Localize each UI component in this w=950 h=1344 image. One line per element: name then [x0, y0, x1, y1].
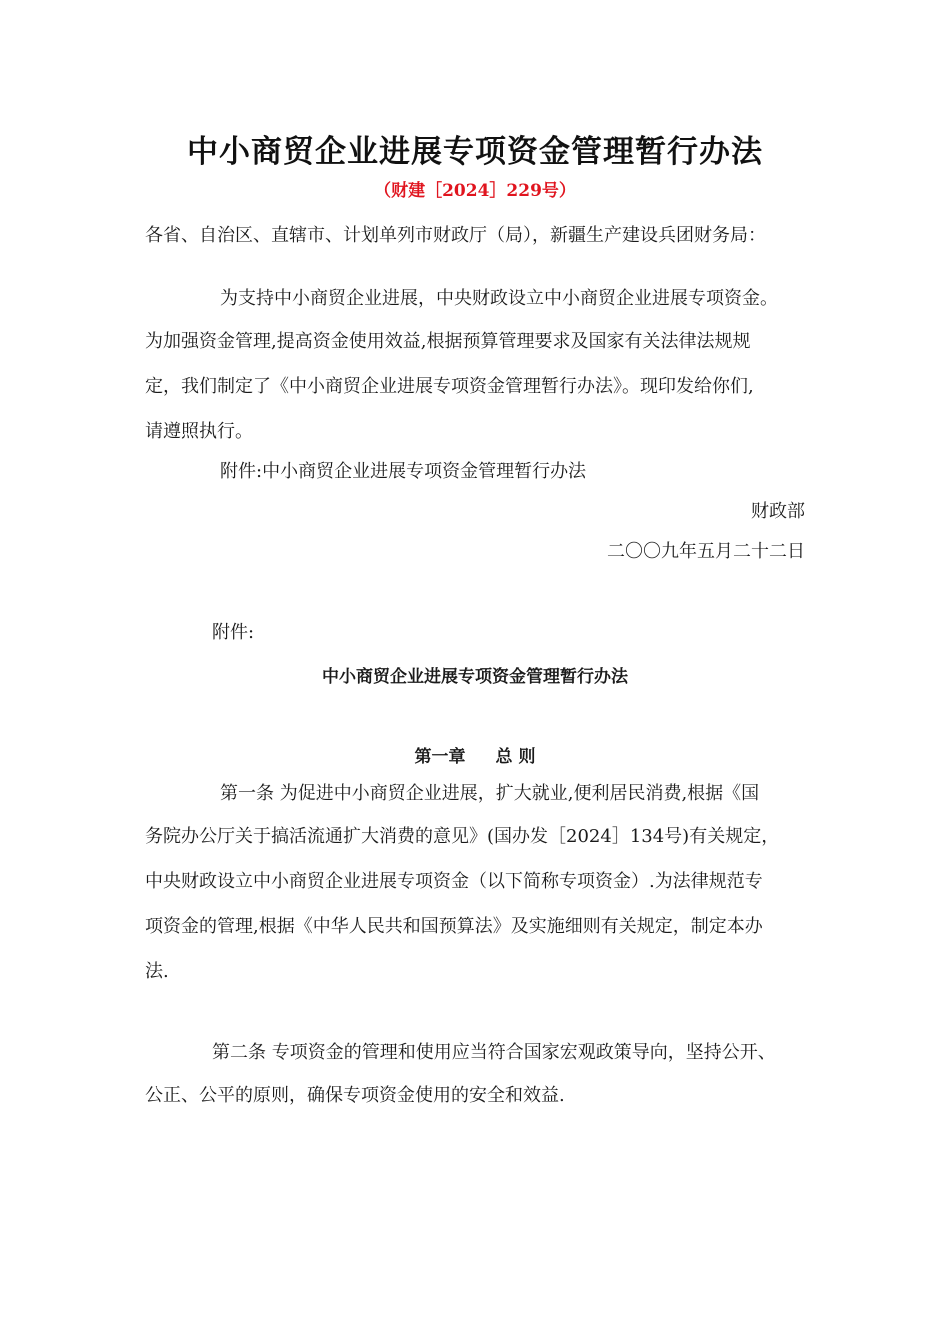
attachment-note: 附件:中小商贸企业进展专项资金管理暂行办法 [220, 461, 587, 482]
intro-line-1: 为支持中小商贸企业进展，中央财政设立中小商贸企业进展专项资金。 [220, 288, 778, 309]
intro-line-4: 请遵照执行。 [145, 421, 253, 442]
article-1-line-5: 法. [145, 961, 169, 982]
article-1-line-1: 第一条 为促进中小商贸企业进展，扩大就业,便利居民消费,根据《国 [220, 783, 760, 804]
article-1-line-2: 务院办公厅关于搞活流通扩大消费的意见》(国办发［2024］134号)有关规定， [145, 826, 780, 847]
article-2-line-1: 第二条 专项资金的管理和使用应当符合国家宏观政策导向，坚持公开、 [212, 1042, 776, 1063]
chapter-number: 第一章 [414, 747, 466, 767]
article-1-line-3: 中央财政设立中小商贸企业进展专项资金（以下简称专项资金）.为法律规范专 [145, 871, 763, 892]
attachment-label: 附件: [212, 622, 255, 643]
signature-org: 财政部 [751, 501, 805, 522]
chapter-name: 总 则 [495, 747, 536, 767]
intro-line-3: 定，我们制定了《中小商贸企业进展专项资金管理暂行办法》。现印发给你们, [145, 376, 754, 397]
addressee: 各省、自治区、直辖市、计划单列市财政厅（局），新疆生产建设兵团财务局： [145, 225, 766, 246]
signature-date: 二〇〇九年五月二十二日 [607, 541, 805, 562]
article-1-line-4: 项资金的管理,根据《中华人民共和国预算法》及实施细则有关规定，制定本办 [145, 916, 763, 937]
chapter-heading [0, 742, 950, 767]
document-title: 中小商贸企业进展专项资金管理暂行办法 [187, 134, 763, 170]
document-number: （财建［2024］229号） [374, 181, 576, 201]
article-2-line-2: 公正、公平的原则，确保专项资金使用的安全和效益. [145, 1085, 565, 1106]
attachment-title: 中小商贸企业进展专项资金管理暂行办法 [322, 667, 628, 687]
intro-line-2: 为加强资金管理,提高资金使用效益,根据预算管理要求及国家有关法律法规规 [145, 331, 751, 352]
